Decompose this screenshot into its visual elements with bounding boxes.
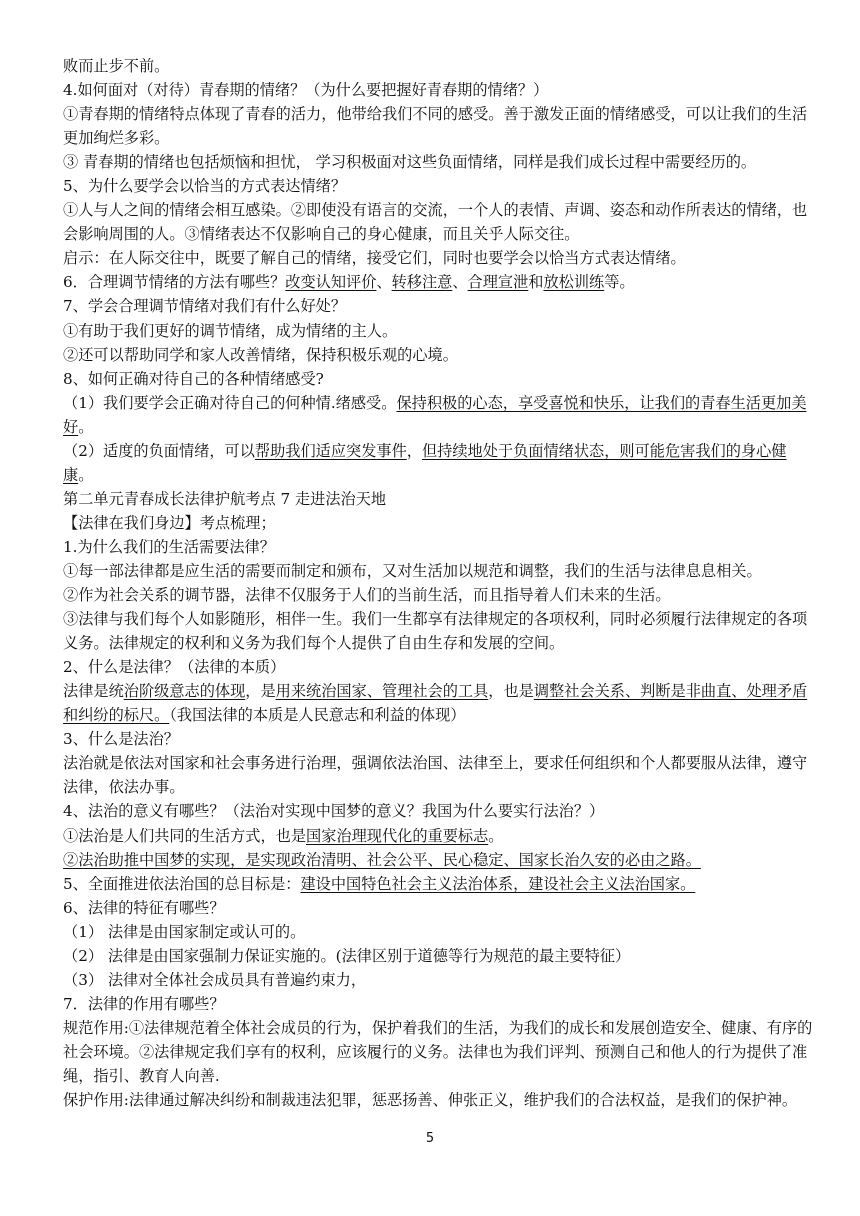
text-segment: ③法律与我们每个人如影随形，相伴一生。我们一生都享有法律规定的各项权利，同时必须履行法律规定的各项义务。法律规定的权利和义务为我们每个人提供了自由生存和发展的空间。 bbox=[63, 610, 808, 653]
underlined-text: 治阶级意志的体现 bbox=[123, 682, 246, 701]
text-segment: （1） 法律是由国家制定或认可的。 bbox=[63, 922, 306, 941]
text-segment: 4、法治的意义有哪些？（法治对实现中国梦的意义？我国为什么要实行法治？） bbox=[63, 802, 605, 821]
paragraph bbox=[63, 102, 813, 150]
paragraph bbox=[63, 920, 813, 944]
paragraph bbox=[63, 968, 813, 992]
text-segment: 8、如何正确对待自己的各种情绪感受? bbox=[63, 369, 324, 388]
paragraph bbox=[63, 824, 813, 848]
text-segment: ③ 青春期的情绪也包括烦恼和担忧， 学习积极面对这些负面情绪，同样是我们成长过程中需要经历的。 bbox=[63, 153, 757, 172]
text-segment: ①人与人之间的情绪会相互感染。②即使没有语言的交流，一个人的表情、声调、姿态和动作所表达的情绪，也会影响周围的人。③情绪表达不仅影响自己的身心健康，而且关乎人际交往。 bbox=[63, 201, 808, 244]
underlined-text: 放松训练 bbox=[543, 273, 605, 292]
text-segment: ， bbox=[406, 441, 422, 460]
text-segment: 1.为什么我们的生活需要法律？ bbox=[63, 537, 275, 556]
paragraph bbox=[63, 751, 813, 799]
paragraph bbox=[63, 198, 813, 246]
underlined-text: 合理宣泄 bbox=[467, 273, 529, 292]
paragraph bbox=[63, 896, 813, 920]
text-segment: ②作为社会关系的调节器，法律不仅服务于人们的当前生活，而且指导着人们未来的生活。 bbox=[63, 586, 671, 605]
text-segment: ①法治是人们共同的生活方式，也是 bbox=[63, 826, 306, 845]
paragraph bbox=[63, 655, 813, 679]
text-segment: 、 bbox=[452, 273, 468, 292]
underlined-text: 帮助我们适应突发事件 bbox=[254, 441, 407, 460]
text-segment: 7、学会合理调节情绪对我们有什么好处？ bbox=[63, 297, 347, 316]
paragraph bbox=[63, 54, 813, 78]
paragraph bbox=[63, 799, 813, 823]
text-segment: ，是 bbox=[245, 682, 276, 701]
paragraph bbox=[63, 944, 813, 968]
paragraph bbox=[63, 343, 813, 367]
paragraph bbox=[63, 150, 813, 174]
paragraph bbox=[63, 535, 813, 559]
text-segment: ，也是 bbox=[488, 682, 534, 701]
text-segment: 法律是统 bbox=[63, 682, 124, 701]
paragraph bbox=[63, 583, 813, 607]
paragraph bbox=[63, 174, 813, 198]
text-segment: 启示：在人际交往中，既要了解自己的情绪，接受它们，同时也要学会以恰当方式表达情绪。 bbox=[63, 249, 686, 268]
text-segment: 3、什么是法治？ bbox=[63, 730, 179, 749]
paragraph bbox=[63, 294, 813, 318]
text-segment: 、 bbox=[376, 273, 392, 292]
text-segment: ①青春期的情绪特点体现了青春的活力，他带给我们不同的感受。善于激发正面的情绪感受，可以让我们的生活更加绚烂多彩。 bbox=[63, 105, 808, 148]
paragraph bbox=[63, 319, 813, 343]
underlined-text: 用来统治国家、管理社会的工具 bbox=[275, 682, 489, 701]
paragraph bbox=[63, 367, 813, 391]
text-segment: 。 bbox=[78, 465, 94, 484]
text-segment: 和 bbox=[528, 273, 544, 292]
text-segment: 6．合理调节情绪的方法有哪些？ bbox=[63, 273, 286, 292]
text-segment: 第二单元青春成长法律护航考点 7 走进法治天地 bbox=[63, 489, 387, 508]
paragraph bbox=[63, 848, 813, 872]
underlined-text: 建设中国特色社会主义法治体系，建设社会主义法治国家。 bbox=[300, 874, 696, 893]
text-segment: 6、法律的特征有哪些？ bbox=[63, 898, 225, 917]
paragraph bbox=[63, 679, 813, 727]
page-number: 5 bbox=[425, 1131, 435, 1146]
paragraph bbox=[63, 872, 813, 896]
paragraph bbox=[63, 1016, 813, 1088]
paragraph bbox=[63, 727, 813, 751]
paragraph bbox=[63, 246, 813, 270]
text-segment: （我国法律的本质是人民意志和利益的体现） bbox=[169, 706, 466, 725]
paragraph bbox=[63, 78, 813, 102]
text-segment: （2） 法律是由国家强制力保证实施的。(法律区别于道德等行为规范的最主要特征） bbox=[63, 946, 631, 965]
paragraph bbox=[63, 1088, 813, 1112]
underlined-text: ②法治助推中国梦的实现，是实现政治清明、社会公平、民心稳定、国家长治久安的必由之路。 bbox=[63, 850, 701, 869]
text-segment: 败而止步不前。 bbox=[63, 57, 170, 75]
text-segment: 5、全面推进依法治国的总目标是： bbox=[63, 874, 301, 893]
underlined-text: 国家治理现代化的重要标志 bbox=[306, 826, 489, 845]
paragraph bbox=[63, 487, 813, 511]
paragraph bbox=[63, 559, 813, 583]
paragraph bbox=[63, 270, 813, 294]
underlined-text: 转移注意 bbox=[391, 273, 453, 292]
paragraph bbox=[63, 607, 813, 655]
text-segment: 7．法律的作用有哪些？ bbox=[63, 994, 225, 1013]
underlined-text: 改变认知评价 bbox=[285, 273, 377, 292]
document-body bbox=[63, 54, 813, 1112]
text-segment: 5、为什么要学会以恰当的方式表达情绪？ bbox=[63, 177, 347, 196]
text-segment: 保护作用:法律通过解决纠纷和制裁违法犯罪，惩恶扬善、伸张正义，维护我们的合法权益，是我们的保护神。 bbox=[63, 1091, 798, 1110]
paragraph bbox=[63, 992, 813, 1016]
text-segment: 。 bbox=[78, 417, 94, 436]
text-segment: ②还可以帮助同学和家人改善情绪，保持积极乐观的心境。 bbox=[63, 345, 458, 364]
text-segment: 规范作用:①法律规范着全体社会成员的行为，保护着我们的生活，为我们的成长和发展创造安全、健康、有序的社会环境。②法律规定我们享有的权利，应该履行的义务。法律也为我们评判、预测自己和他人的行为提供了准绳，指引、教育人向善. bbox=[63, 1018, 813, 1085]
text-segment: （1）我们要学会正确对待自己的何种情.绪感受。 bbox=[63, 393, 397, 412]
text-segment: 【法律在我们身边】考点梳理； bbox=[63, 513, 276, 532]
text-segment: （2）适度的负面情绪，可以 bbox=[63, 441, 255, 460]
paragraph bbox=[63, 439, 813, 487]
text-segment: 2、什么是法律？（法律的本质） bbox=[63, 658, 286, 677]
underlined-text: 但持续地处于负面情绪状态，则可能危害我们的身心健康 bbox=[63, 441, 787, 484]
underlined-text: 保持积极的心态，享受喜悦和快乐，让我们的青春生活更加美好 bbox=[63, 393, 807, 436]
text-segment: 等。 bbox=[604, 273, 635, 292]
text-segment: 。 bbox=[488, 826, 504, 845]
text-segment: 法治就是依法对国家和社会事务进行治理，强调依法治国、法律至上，要求任何组织和个人都要服从法律，遵守法律，依法办事。 bbox=[63, 754, 808, 797]
text-segment: 4.如何面对（对待）青春期的情绪？（为什么要把握好青春期的情绪？） bbox=[63, 81, 549, 100]
text-segment: （3） 法律对全体社会成员具有普遍约束力， bbox=[63, 970, 367, 989]
text-segment: ①每一部法律都是应生活的需要而制定和颁布，又对生活加以规范和调整，我们的生活与法律息息相关。 bbox=[63, 561, 762, 580]
underlined-text: 调整社会关系、判断是非曲直、处理矛盾和纠纷的标尺。 bbox=[63, 682, 808, 725]
paragraph bbox=[63, 511, 813, 535]
text-segment: ①有助于我们更好的调节情绪，成为情绪的主人。 bbox=[63, 321, 398, 340]
paragraph bbox=[63, 391, 813, 439]
